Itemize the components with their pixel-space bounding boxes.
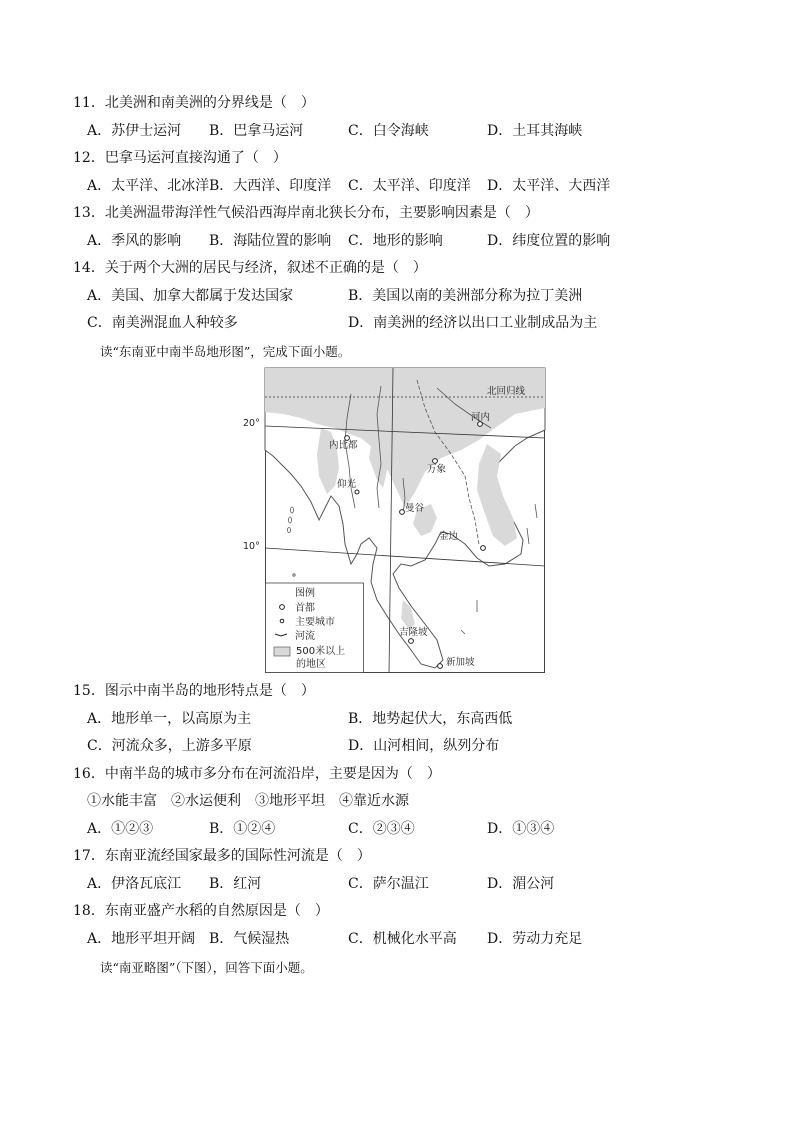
q16-option-d[interactable]: D．①③④ [487, 821, 555, 837]
indochina-terrain-map [243, 368, 545, 673]
q18-option-d[interactable]: D．劳动力充足 [487, 931, 583, 947]
phnom-penh-marker [481, 546, 486, 551]
lat-10-label: 10° [243, 541, 260, 552]
q14-option-d[interactable]: D．南美洲的经济以出口工业制成品为主 [348, 315, 598, 331]
legend-river-label: 河流 [295, 631, 315, 642]
yangon-marker [355, 490, 359, 494]
q13-option-b[interactable]: B．海陆位置的影响 [209, 233, 332, 249]
question-12-stem: 12．巴拿马运河直接沟通了（ ） [73, 150, 287, 166]
q12-option-c[interactable]: C．太平洋、印度洋 [348, 178, 471, 194]
question-14-stem: 14．关于两个大洲的居民与经济，叙述不正确的是（ ） [73, 260, 427, 276]
legend-title: 图例 [295, 588, 315, 599]
singapore-marker [438, 664, 443, 669]
q12-option-a[interactable]: A．太平洋、北冰洋 [87, 178, 210, 194]
kuala-lumpur-marker [409, 639, 414, 644]
legend-highland-label-2: 的地区 [296, 659, 326, 670]
q18-option-b[interactable]: B．气候湿热 [209, 931, 290, 947]
q13-option-a[interactable]: A．季风的影响 [87, 233, 182, 249]
legend-city-label: 主要城市 [295, 617, 335, 628]
q16-option-c[interactable]: C．②③④ [348, 821, 415, 837]
legend-highland-symbol [274, 647, 290, 656]
city-label-phnom-penh: 金边 [439, 531, 459, 542]
q17-option-a[interactable]: A．伊洛瓦底江 [87, 876, 182, 892]
question-15-stem: 15．图示中南半岛的地形特点是（ ） [73, 683, 315, 699]
q17-option-c[interactable]: C．萨尔温江 [348, 876, 429, 892]
q11-option-c[interactable]: C．白令海峡 [348, 123, 429, 139]
city-label-yangon: 仰光 [337, 479, 357, 490]
q16-option-a[interactable]: A．①②③ [87, 821, 154, 837]
map-intro-note: 读“东南亚中南半岛地形图”，完成下面小题。 [100, 344, 351, 359]
question-13-stem: 13．北美洲温带海洋性气候沿西海岸南北狭长分布，主要影响因素是（ ） [73, 205, 539, 221]
q15-option-a[interactable]: A．地形单一，以高原为主 [87, 711, 252, 727]
q18-option-a[interactable]: A．地形平坦开阔 [87, 931, 196, 947]
city-label-bangkok: 曼谷 [405, 503, 425, 514]
south-asia-intro-note: 读“南亚略图”（下图），回答下面小题。 [100, 960, 313, 975]
lat-20-label: 20° [243, 418, 260, 429]
question-18-stem: 18．东南亚盛产水稻的自然原因是（ ） [73, 903, 329, 919]
legend-city-symbol [280, 619, 284, 623]
q11-option-d[interactable]: D．土耳其海峡 [487, 123, 583, 139]
q17-option-b[interactable]: B．红河 [209, 876, 262, 892]
q15-option-b[interactable]: B．地势起伏大，东高西低 [348, 711, 513, 727]
map-legend [266, 583, 364, 673]
q14-option-a[interactable]: A．美国、加拿大都属于发达国家 [87, 288, 294, 304]
bangkok-marker [400, 510, 405, 515]
q14-option-c[interactable]: C．南美洲混血人种较多 [87, 315, 238, 331]
q14-option-b[interactable]: B．美国以南的美洲部分称为拉丁美洲 [348, 288, 583, 304]
city-label-vientiane: 万象 [427, 464, 447, 475]
q15-option-d[interactable]: D．山河相间，纵列分布 [348, 738, 500, 754]
q12-option-d[interactable]: D．太平洋、大西洋 [487, 178, 611, 194]
q11-option-b[interactable]: B．巴拿马运河 [209, 123, 304, 139]
legend-capital-symbol [280, 605, 285, 610]
q13-option-d[interactable]: D．纬度位置的影响 [487, 233, 611, 249]
legend-highland-label-1: 500米以上 [296, 646, 346, 657]
q17-option-d[interactable]: D．湄公河 [487, 876, 555, 892]
q12-option-b[interactable]: B．大西洋、印度洋 [209, 178, 332, 194]
city-label-kuala-lumpur: 吉隆坡 [399, 627, 428, 638]
city-label-hanoi: 河内 [471, 412, 491, 423]
vientiane-marker [433, 459, 438, 464]
tropic-label: 北回归线 [487, 386, 526, 397]
legend-capital-label: 首都 [295, 603, 315, 614]
city-label-naypyidaw: 内比都 [329, 440, 358, 451]
q11-option-a[interactable]: A．苏伊士运河 [87, 123, 182, 139]
q16-option-b[interactable]: B．①②④ [209, 821, 276, 837]
question-17-stem: 17．东南亚流经国家最多的国际性河流是（ ） [73, 848, 371, 864]
q18-option-c[interactable]: C．机械化水平高 [348, 931, 457, 947]
city-label-singapore: 新加坡 [446, 657, 475, 668]
q15-option-c[interactable]: C．河流众多，上游多平原 [87, 738, 252, 754]
q13-option-c[interactable]: C．地形的影响 [348, 233, 443, 249]
q16-statements: ①水能丰富 ②水运便利 ③地形平坦 ④靠近水源 [87, 793, 409, 809]
question-16-stem: 16．中南半岛的城市多分布在河流沿岸，主要是因为（ ） [73, 766, 441, 782]
question-11-stem: 11．北美洲和南美洲的分界线是（ ） [73, 95, 315, 111]
